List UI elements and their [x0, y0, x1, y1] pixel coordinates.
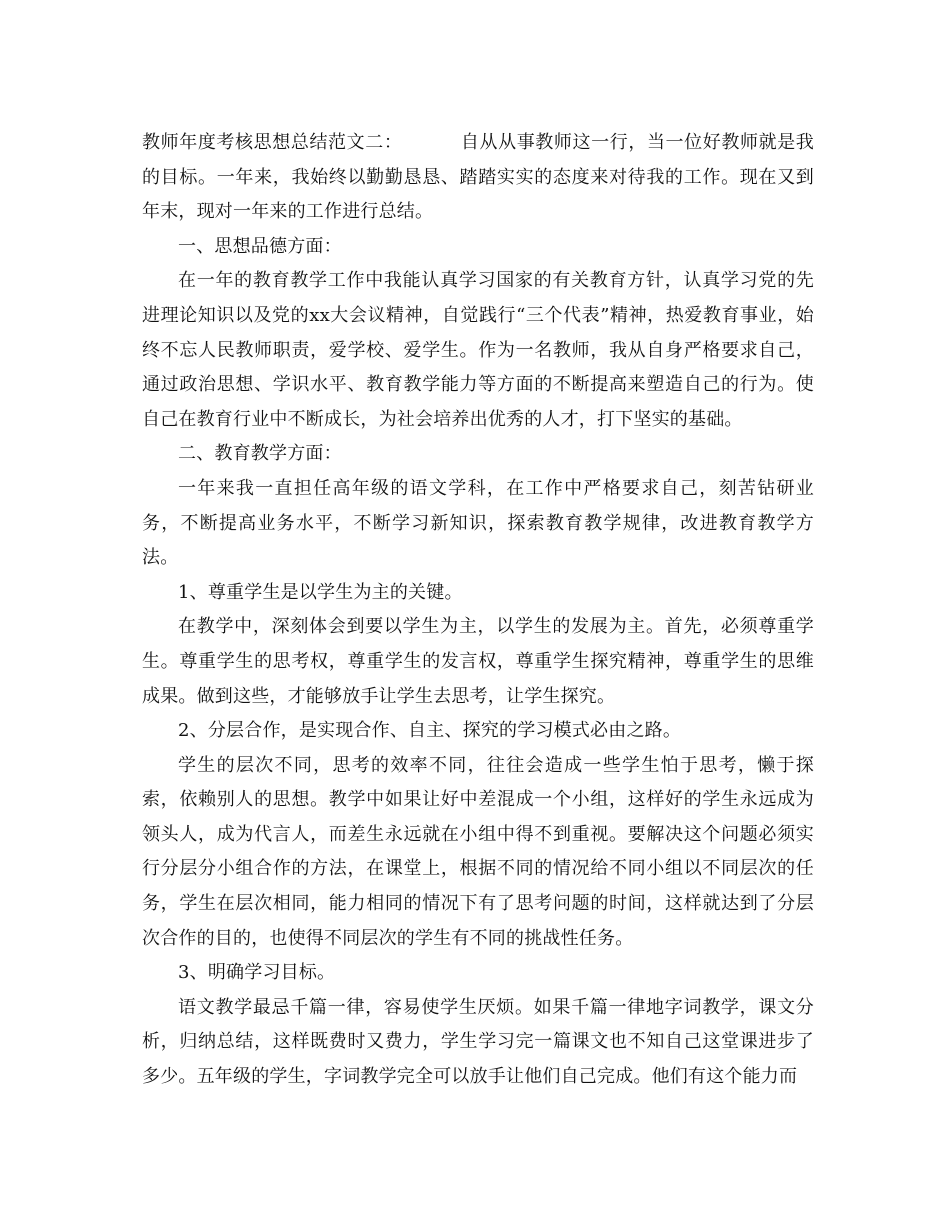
opening-paragraph	[142, 126, 814, 230]
subheading-2: 2、分层合作，是实现合作、自主、探究的学习模式必由之路。	[178, 720, 682, 742]
section-heading-1: 一、思想品德方面：	[178, 235, 342, 257]
subheading-1: 1、尊重学生是以学生为主的关键。	[178, 581, 463, 603]
body-paragraph: 在一年的教育教学工作中我能认真学习国家的有关教育方针，认真学习党的先进理论知识以及党的xx大会议精神，自觉践行“三个代表”精神，热爱教育事业，始终不忘人民教师职责，爱学校、爱学生。作为一名教师，我从自身严格要求自己，通过政治思想、学识水平、教育教学能力等方面的不断提高来塑造自己的行为。使自己在教育行业中不断成长，为社会培养出优秀的人才，打下坚实的基础。	[142, 270, 814, 430]
body-paragraph: 在教学中，深刻体会到要以学生为主，以学生的发展为主。首先，必须尊重学生。尊重学生的思考权，尊重学生的发言权，尊重学生探究精神，尊重学生的思维成果。做到这些，才能够放手让学生去思考，让学生探究。	[142, 616, 814, 707]
body-paragraph: 一年来我一直担任高年级的语文学科，在工作中严格要求自己，刻苦钻研业务，不断提高业务水平，不断学习新知识，探索教育教学规律，改进教育教学方法。	[142, 477, 814, 569]
document-title: 教师年度考核思想总结范文二：	[142, 132, 403, 153]
section-heading-2: 二、教育教学方面：	[178, 443, 342, 465]
body-paragraph: 学生的层次不同，思考的效率不同，往往会造成一些学生怕于思考，懒于探索，依赖别人的思想。教学中如果让好中差混成一个小组，这样好的学生永远成为领头人，成为代言人，而差生永远就在小组中得不到重视。要解决这个问题必须实行分层分小组合作的方法，在课堂上，根据不同的情况给不同小组以不同层次的任务，学生在层次相同，能力相同的情况下有了思考问题的时间，这样就达到了分层次合作的目的，也使得不同层次的学生有不同的挑战性任务。	[142, 754, 814, 949]
body-paragraph: 语文教学最忌千篇一律，容易使学生厌烦。如果千篇一律地字词教学，课文分析，归纳总结，这样既费时又费力，学生学习完一篇课文也不知自己这堂课进步了多少。五年级的学生，字词教学完全可以放手让他们自己完成。他们有这个能力而	[142, 996, 814, 1088]
intro-text: 自从从事教师这一行，当一位好教师就是我的目标。一年来，我始终以勤勤恳恳、踏踏实实的态度来对待我的工作。现在又到年末，现对一年来的工作进行总结。	[142, 132, 814, 223]
subheading-3: 3、明确学习目标。	[178, 962, 336, 984]
document-body	[142, 126, 814, 1095]
